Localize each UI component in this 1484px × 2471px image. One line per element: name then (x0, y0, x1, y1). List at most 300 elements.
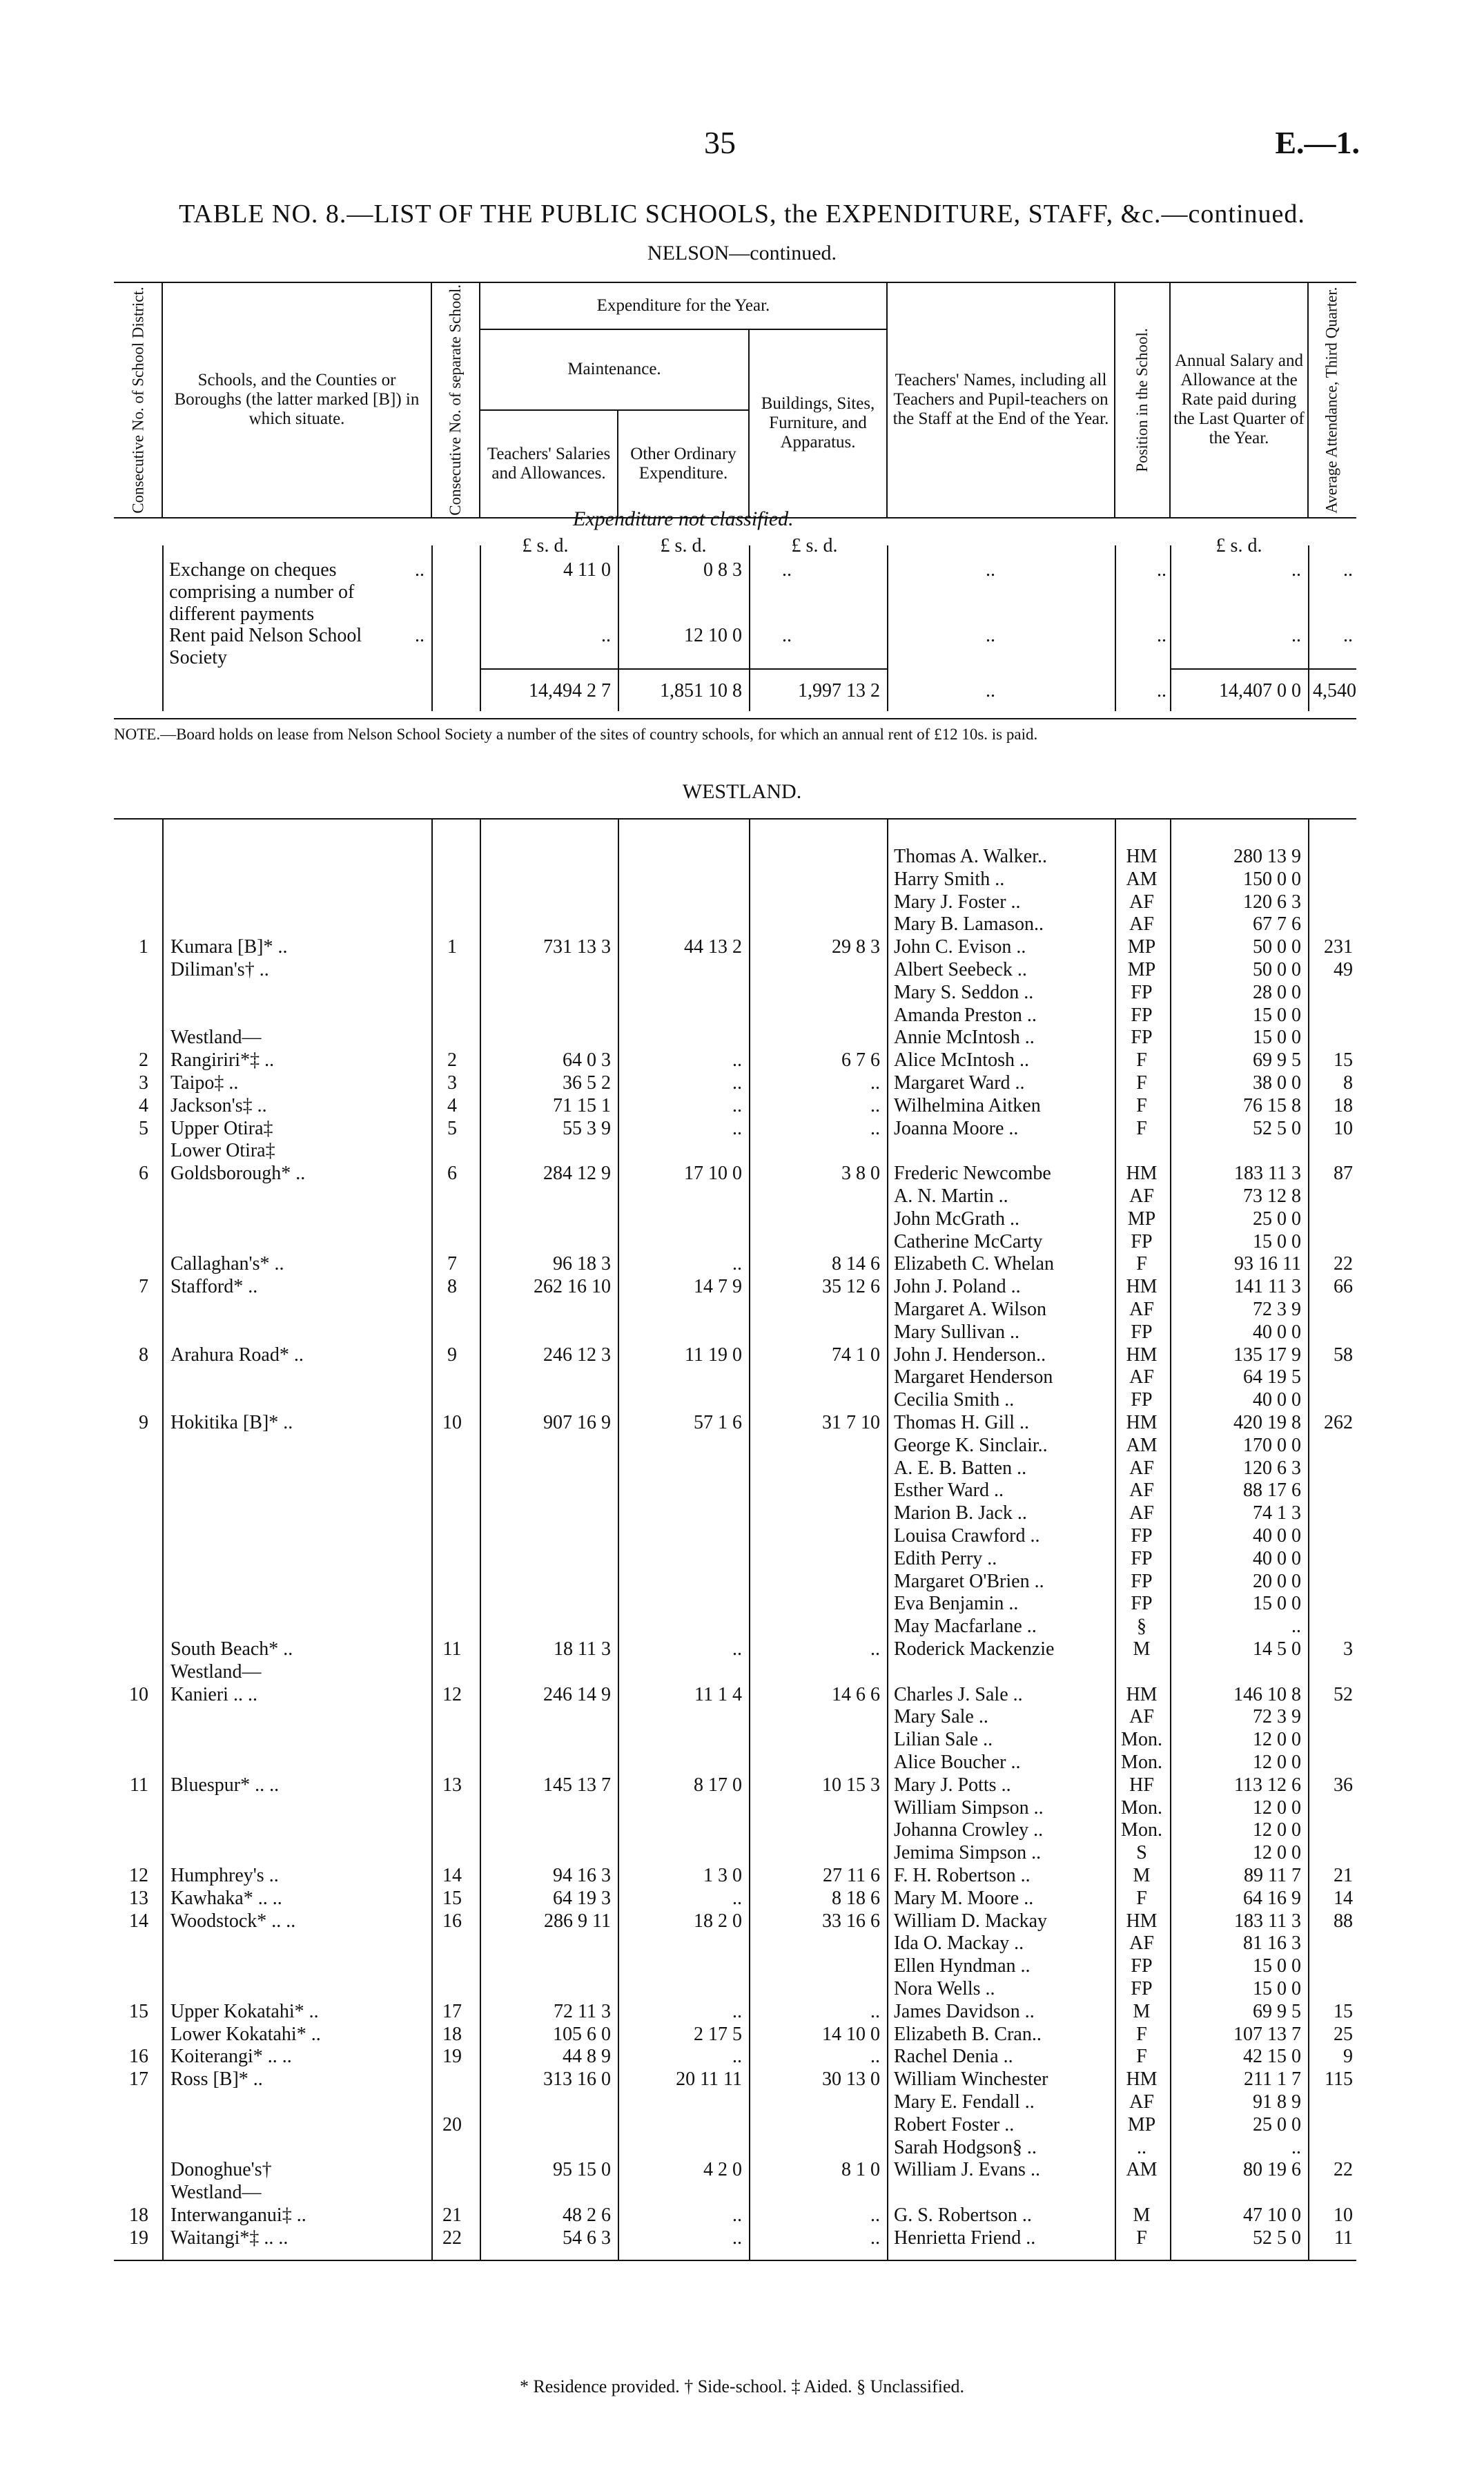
teacher-name: Mary Sullivan .. (894, 1321, 1019, 1343)
teacher-salary: 69 9 5 (1253, 2000, 1301, 2022)
teacher-name: Albert Seebeck .. (894, 959, 1027, 980)
teacher-salary: 280 13 9 (1233, 846, 1301, 867)
district-number: 17 (129, 2068, 148, 2091)
teacher-name: Eva Benjamin .. (894, 1593, 1019, 1615)
school-number: 4 (447, 1094, 457, 1116)
salaries-value: 246 12 3 (543, 1344, 611, 1366)
buildings-value: 14 6 6 (832, 1683, 880, 1705)
salaries-value: 44 8 9 (563, 2046, 611, 2068)
unclassified-salaries: .. (601, 625, 611, 646)
column-rule (749, 818, 750, 2260)
school-number: 20 (442, 2113, 462, 2135)
teacher-salary: 12 0 0 (1253, 1752, 1301, 1773)
teacher-salary: 15 0 0 (1253, 1978, 1301, 1999)
teacher-name: Rachel Denia .. (894, 2046, 1013, 2068)
school-name: Westland— (170, 1027, 262, 1049)
school-number: 11 (442, 1638, 462, 1660)
teacher-name: William Winchester (894, 2068, 1048, 2091)
teacher-position: Mon. (1121, 1819, 1162, 1841)
other-value: 14 7 9 (694, 1276, 742, 1298)
other-value: .. (732, 1638, 742, 1660)
teacher-salary: 38 0 0 (1253, 1072, 1301, 1094)
school-name: Woodstock* .. .. (170, 1910, 296, 1932)
teacher-position: S (1136, 1842, 1147, 1864)
region-heading-westland: WESTLAND. (682, 780, 802, 803)
unclassified-teacher: .. (986, 625, 995, 646)
teacher-name: William J. Evans .. (894, 2159, 1040, 2181)
teacher-salary: 183 11 3 (1234, 1163, 1301, 1185)
attendance-value: 49 (1334, 959, 1353, 980)
teacher-position: M (1133, 2204, 1151, 2226)
teacher-position: M (1133, 2000, 1151, 2022)
teacher-name: Johanna Crowley .. (894, 1819, 1044, 1841)
teacher-position: HM (1126, 1163, 1158, 1185)
school-name: Rangiriri*‡ .. (170, 1049, 275, 1072)
unclassified-teacher: .. (986, 559, 995, 581)
attendance-value: 88 (1334, 1910, 1353, 1932)
teacher-name: Elizabeth B. Cran.. (894, 2023, 1042, 2045)
other-value: 4 2 0 (703, 2159, 742, 2181)
header-schools: Schools, and the Counties or Boroughs (the latter marked [B]) in which situate. (162, 282, 431, 518)
teacher-salary: 73 12 8 (1243, 1185, 1301, 1207)
teacher-name: Mary S. Seddon .. (894, 981, 1034, 1003)
teacher-position: F (1136, 1887, 1147, 1909)
teacher-salary: 28 0 0 (1253, 981, 1301, 1003)
buildings-value: 74 1 0 (832, 1344, 880, 1366)
school-number: 19 (442, 2046, 462, 2068)
school-name: Koiterangi* .. .. (170, 2046, 292, 2068)
other-value: .. (732, 2227, 742, 2249)
buildings-value: 31 7 10 (822, 1412, 880, 1433)
teacher-position: AM (1126, 2159, 1158, 2181)
teacher-name: Frederic Newcombe (894, 1163, 1051, 1185)
teacher-name: Mary J. Potts .. (894, 1774, 1011, 1796)
teacher-position: FP (1131, 1321, 1153, 1343)
district-number: 14 (129, 1910, 148, 1932)
teacher-position: AF (1129, 1502, 1154, 1524)
buildings-value: .. (870, 1094, 880, 1116)
teacher-position: FP (1131, 1230, 1153, 1252)
buildings-value: .. (870, 1638, 880, 1660)
buildings-value: 6 7 6 (841, 1049, 880, 1072)
teacher-position: Mon. (1121, 1752, 1162, 1773)
units-label: £ s. d. (1215, 535, 1262, 556)
school-name: Callaghan's* .. (170, 1253, 284, 1275)
school-name: Lower Kokatahi* .. (170, 2023, 321, 2045)
unclassified-salary: .. (1291, 559, 1301, 581)
teacher-salary: 141 11 3 (1234, 1276, 1301, 1298)
attendance-value: 262 (1324, 1412, 1353, 1433)
school-name: Hokitika [B]* .. (170, 1412, 293, 1433)
teacher-name: Mary Sale .. (894, 1706, 988, 1728)
school-number: 15 (442, 1887, 462, 1909)
total-attendance: 4,540 (1313, 680, 1356, 701)
teacher-salary: 15 0 0 (1253, 1593, 1301, 1615)
unclassified-buildings: .. (782, 625, 792, 646)
teacher-salary: 89 11 7 (1244, 1865, 1301, 1886)
teacher-salary: 93 16 11 (1234, 1253, 1301, 1275)
salaries-value: 64 0 3 (563, 1049, 611, 1072)
teacher-name: Nora Wells .. (894, 1978, 995, 1999)
other-value: .. (732, 2000, 742, 2022)
teacher-position: AF (1129, 1457, 1154, 1479)
teacher-position: MP (1127, 959, 1156, 980)
totals-rule (1170, 668, 1356, 670)
header-district: Consecutive No. of School District. (114, 282, 162, 518)
teacher-name: Ellen Hyndman .. (894, 1955, 1031, 1977)
teacher-salary: 50 0 0 (1253, 959, 1301, 980)
salaries-value: 731 13 3 (543, 936, 611, 958)
district-number: 15 (129, 2000, 148, 2022)
teacher-salary: 25 0 0 (1253, 2113, 1301, 2135)
leader-dots: .. (415, 559, 424, 581)
other-value: .. (732, 1117, 742, 1139)
attendance-value: 9 (1343, 2046, 1353, 2068)
teacher-name: Alice McIntosh .. (894, 1049, 1029, 1072)
teacher-name: Ida O. Mackay .. (894, 1932, 1024, 1955)
teacher-name: Elizabeth C. Whelan (894, 1253, 1054, 1275)
teacher-salary: 47 10 0 (1243, 2204, 1301, 2226)
other-value: 8 17 0 (694, 1774, 742, 1796)
teacher-position: AF (1129, 1932, 1154, 1955)
other-value: 11 19 0 (685, 1344, 742, 1366)
teacher-name: Sarah Hodgson§ .. (894, 2136, 1037, 2158)
other-value: 17 10 0 (684, 1163, 742, 1185)
buildings-value: 10 15 3 (822, 1774, 880, 1796)
teacher-salary: 40 0 0 (1253, 1389, 1301, 1411)
school-name: Westland— (170, 1660, 262, 1683)
school-number: 14 (442, 1865, 462, 1886)
teacher-position: F (1136, 1117, 1147, 1139)
teacher-name: Margaret Ward .. (894, 1072, 1025, 1094)
school-name: South Beach* .. (170, 1638, 293, 1660)
teacher-name: William Simpson .. (894, 1796, 1044, 1819)
teacher-name: Harry Smith .. (894, 868, 1005, 890)
district-number: 5 (139, 1117, 148, 1139)
unclassified-salary: .. (1291, 625, 1301, 646)
buildings-value: 30 13 0 (822, 2068, 880, 2091)
school-number: 16 (442, 1910, 462, 1932)
attendance-value: 66 (1334, 1276, 1353, 1298)
district-number: 4 (139, 1094, 148, 1116)
teacher-salary: 120 6 3 (1243, 1457, 1301, 1479)
attendance-value: 10 (1334, 1117, 1353, 1139)
salaries-value: 145 13 7 (543, 1774, 611, 1796)
header-teachers-salaries: Teachers' Salaries and Allowances. (480, 410, 618, 518)
teacher-position: AF (1129, 1706, 1154, 1728)
teacher-position: F (1136, 2046, 1147, 2068)
school-name: Diliman's† .. (170, 959, 269, 980)
teacher-name: G. S. Robertson .. (894, 2204, 1032, 2226)
teacher-salary: 64 19 5 (1243, 1366, 1301, 1388)
other-value: .. (732, 1887, 742, 1909)
school-name: Kawhaka* .. .. (170, 1887, 282, 1909)
buildings-value: .. (870, 2046, 880, 2068)
teacher-position: Mon. (1121, 1729, 1162, 1751)
teacher-position: MP (1127, 2113, 1156, 2135)
school-name: Kanieri .. .. (170, 1683, 257, 1705)
teacher-position: AF (1129, 891, 1154, 913)
total-position: .. (1157, 680, 1166, 701)
teacher-salary: 42 15 0 (1243, 2046, 1301, 2068)
school-number: 17 (442, 2000, 462, 2022)
teacher-position: FP (1131, 1004, 1153, 1026)
teacher-salary: .. (1291, 2136, 1301, 2158)
attendance-value: 8 (1343, 1072, 1353, 1094)
teacher-position: HM (1126, 1683, 1158, 1705)
units-label: £ s. d. (791, 535, 838, 556)
teacher-name: Margaret A. Wilson (894, 1299, 1047, 1320)
attendance-value: 15 (1334, 1049, 1353, 1072)
school-number: 6 (447, 1163, 457, 1185)
school-name: Arahura Road* .. (170, 1344, 304, 1366)
teacher-position: FP (1131, 1978, 1153, 1999)
teacher-salary: 76 15 8 (1243, 1094, 1301, 1116)
page-number: 35 (704, 125, 736, 160)
teacher-salary: 80 19 6 (1243, 2159, 1301, 2181)
column-rule (749, 545, 750, 711)
school-number: 2 (447, 1049, 457, 1072)
column-rule (1115, 545, 1116, 711)
school-name: Jackson's‡ .. (170, 1094, 267, 1116)
teacher-salary: 52 5 0 (1253, 1117, 1301, 1139)
teacher-name: Mary J. Foster .. (894, 891, 1021, 913)
school-name: Waitangi*‡ .. .. (170, 2227, 289, 2249)
teacher-name: Joanna Moore .. (894, 1117, 1019, 1139)
attendance-value: 87 (1334, 1163, 1353, 1185)
unclassified-label: Expenditure not classified. (573, 507, 794, 530)
school-name: Taipo‡ .. (170, 1072, 239, 1094)
teacher-name: John J. Poland .. (894, 1276, 1021, 1298)
teacher-salary: 74 1 3 (1253, 1502, 1301, 1524)
school-name: Goldsborough* .. (170, 1163, 306, 1185)
header-other-ordinary: Other Ordinary Expenditure. (618, 410, 749, 518)
school-name: Upper Kokatahi* .. (170, 2000, 319, 2022)
buildings-value: 35 12 6 (822, 1276, 880, 1298)
teacher-name: Mary M. Moore .. (894, 1887, 1034, 1909)
teacher-position: AF (1129, 1480, 1154, 1502)
teacher-name: Jemima Simpson .. (894, 1842, 1042, 1864)
salaries-value: 64 19 3 (553, 1887, 611, 1909)
school-number: 9 (447, 1344, 457, 1366)
other-value: .. (732, 2204, 742, 2226)
teacher-salary: 14 5 0 (1253, 1638, 1301, 1660)
teacher-salary: 25 0 0 (1253, 1208, 1301, 1230)
teacher-salary: 170 0 0 (1243, 1434, 1301, 1456)
attendance-value: 36 (1334, 1774, 1353, 1796)
other-value: .. (732, 1094, 742, 1116)
school-name: Westland— (170, 2182, 262, 2204)
teacher-position: AF (1129, 1185, 1154, 1207)
teacher-position: § (1137, 1616, 1146, 1638)
header-buildings: Buildings, Sites, Furniture, and Apparatus. (749, 329, 887, 518)
leader-dots: .. (415, 625, 424, 646)
teacher-position: FP (1131, 1570, 1153, 1592)
buildings-value: 14 10 0 (822, 2023, 880, 2045)
school-number: 12 (442, 1683, 462, 1705)
school-name: Upper Otira‡ (170, 1117, 273, 1139)
teacher-name: Wilhelmina Aitken (894, 1094, 1041, 1116)
header-expenditure: Expenditure for the Year. (480, 282, 887, 329)
other-value: .. (732, 1072, 742, 1094)
teacher-position: HM (1126, 1910, 1158, 1932)
total-teacher: .. (986, 680, 995, 701)
column-rule (1170, 545, 1171, 711)
buildings-value: 33 16 6 (822, 1910, 880, 1932)
salaries-value: 55 3 9 (563, 1117, 611, 1139)
salaries-value: 18 11 3 (554, 1638, 611, 1660)
column-rule (1308, 545, 1309, 711)
teacher-salary: 88 17 6 (1243, 1480, 1301, 1502)
teacher-name: John McGrath .. (894, 1208, 1019, 1230)
teacher-position: MP (1127, 936, 1156, 958)
attendance-value: 58 (1334, 1344, 1353, 1366)
school-name: Ross [B]* .. (170, 2068, 263, 2091)
district-number: 2 (139, 1049, 148, 1072)
teacher-name: Mary E. Fendall .. (894, 2091, 1035, 2113)
teacher-position: F (1136, 2023, 1147, 2045)
teacher-name: William D. Mackay (894, 1910, 1048, 1932)
teacher-name: Esther Ward .. (894, 1480, 1004, 1502)
teacher-position: M (1133, 1865, 1151, 1886)
teacher-position: FP (1131, 1593, 1153, 1615)
total-salaries: 14,494 2 7 (529, 680, 611, 701)
teacher-salary: 40 0 0 (1253, 1321, 1301, 1343)
attendance-value: 15 (1334, 2000, 1353, 2022)
teacher-salary: 67 7 6 (1253, 913, 1301, 936)
teacher-salary: 420 19 8 (1233, 1412, 1301, 1433)
teacher-salary: 50 0 0 (1253, 936, 1301, 958)
salaries-value: 105 6 0 (553, 2023, 611, 2045)
teacher-salary: 113 12 6 (1234, 1774, 1301, 1796)
header-salary: Annual Salary and Allowance at the Rate paid during the Last Quarter of the Year. (1170, 282, 1308, 518)
buildings-value: .. (870, 1072, 880, 1094)
teacher-position: FP (1131, 1027, 1153, 1049)
teacher-salary: 12 0 0 (1253, 1842, 1301, 1864)
unclassified-other: 12 10 0 (684, 625, 742, 646)
teacher-salary: 12 0 0 (1253, 1796, 1301, 1819)
teacher-salary: 146 10 8 (1233, 1683, 1301, 1705)
attendance-value: 22 (1334, 1253, 1353, 1275)
district-number: 1 (139, 936, 148, 958)
teacher-name: James Davidson .. (894, 2000, 1035, 2022)
attendance-value: 21 (1334, 1865, 1353, 1886)
teacher-salary: 72 3 9 (1253, 1299, 1301, 1320)
salaries-value: 246 14 9 (543, 1683, 611, 1705)
column-rule (480, 545, 481, 711)
salaries-value: 313 16 0 (543, 2068, 611, 2091)
column-rule (162, 818, 164, 2260)
salaries-value: 284 12 9 (543, 1163, 611, 1185)
district-number: 12 (129, 1865, 148, 1886)
header-position: Position in the School. (1115, 282, 1170, 518)
teacher-position: FP (1131, 981, 1153, 1003)
teacher-position: FP (1131, 1525, 1153, 1547)
salaries-value: 96 18 3 (553, 1253, 611, 1275)
teacher-position: AM (1126, 1434, 1158, 1456)
teacher-salary: 69 9 5 (1253, 1049, 1301, 1072)
teacher-name: F. H. Robertson .. (894, 1865, 1031, 1886)
column-rule (1308, 818, 1309, 2260)
teacher-name: Henrietta Friend .. (894, 2227, 1036, 2249)
school-number: 8 (447, 1276, 457, 1298)
salaries-value: 95 15 0 (553, 2159, 611, 2181)
teacher-salary: 12 0 0 (1253, 1819, 1301, 1841)
header-teachers-names: Teachers' Names, including all Teachers and Pupil-teachers on the Staff at the End of the Year. (887, 282, 1115, 518)
column-rule (431, 818, 433, 2260)
teacher-position: FP (1131, 1955, 1153, 1977)
teacher-salary: 91 8 9 (1253, 2091, 1301, 2113)
school-name: Interwanganui‡ .. (170, 2204, 306, 2226)
attendance-value: 115 (1325, 2068, 1353, 2091)
teacher-position: AF (1129, 1299, 1154, 1320)
teacher-name: Louisa Crawford .. (894, 1525, 1040, 1547)
column-rule (1170, 818, 1171, 2260)
teacher-name: Margaret Henderson (894, 1366, 1053, 1388)
buildings-value: 8 1 0 (841, 2159, 880, 2181)
school-name: Stafford* .. (170, 1276, 258, 1298)
district-number: 9 (139, 1412, 148, 1433)
teacher-position: AF (1129, 2091, 1154, 2113)
teacher-position: HM (1126, 1276, 1158, 1298)
school-name: Donoghue's† (170, 2159, 272, 2181)
other-value: .. (732, 1049, 742, 1072)
district-number: 16 (129, 2046, 148, 2068)
footnote: * Residence provided. † Side-school. ‡ Aided. § Unclassified. (519, 2376, 965, 2396)
other-value: .. (732, 2046, 742, 2068)
section-rule (114, 718, 1356, 719)
teacher-name: Lilian Sale .. (894, 1729, 993, 1751)
teacher-position: AF (1129, 913, 1154, 936)
buildings-value: 8 14 6 (832, 1253, 880, 1275)
attendance-value: 231 (1324, 936, 1353, 958)
teacher-name: A. N. Martin .. (894, 1185, 1008, 1207)
page-code: E.—1. (1275, 125, 1360, 160)
teacher-position: HM (1126, 1344, 1158, 1366)
district-number: 18 (129, 2204, 148, 2226)
teacher-salary: 52 5 0 (1253, 2227, 1301, 2249)
other-value: 44 13 2 (684, 936, 742, 958)
unclassified-other: 0 8 3 (703, 559, 742, 581)
attendance-value: 3 (1343, 1638, 1353, 1660)
teacher-name: Alice Boucher .. (894, 1752, 1021, 1773)
teacher-name: Marion B. Jack .. (894, 1502, 1027, 1524)
other-value: 20 11 11 (676, 2068, 742, 2091)
unclassified-salaries: 4 11 0 (563, 559, 611, 581)
district-number: 8 (139, 1344, 148, 1366)
teacher-position: .. (1137, 2136, 1146, 2158)
school-number: 5 (447, 1117, 457, 1139)
column-rule (618, 818, 619, 2260)
attendance-value: 52 (1334, 1683, 1353, 1705)
buildings-value: .. (870, 1117, 880, 1139)
teacher-position: MP (1127, 1208, 1156, 1230)
table-header (114, 282, 1356, 519)
other-value: 18 2 0 (694, 1910, 742, 1932)
school-name: Kumara [B]* .. (170, 936, 288, 958)
salaries-value: 48 2 6 (563, 2204, 611, 2226)
school-number: 10 (442, 1412, 462, 1433)
header-school-no: Consecutive No. of separate School. (431, 282, 480, 518)
unclassified-position: .. (1157, 625, 1166, 646)
teacher-salary: 15 0 0 (1253, 1955, 1301, 1977)
total-salary: 14,407 0 0 (1219, 680, 1301, 701)
buildings-value: .. (870, 2204, 880, 2226)
salaries-value: 262 16 10 (534, 1276, 611, 1298)
salaries-value: 36 5 2 (563, 1072, 611, 1094)
unclassified-row-name: Exchange on cheques comprising a number of different payments (169, 559, 355, 625)
attendance-value: 25 (1334, 2023, 1353, 2045)
